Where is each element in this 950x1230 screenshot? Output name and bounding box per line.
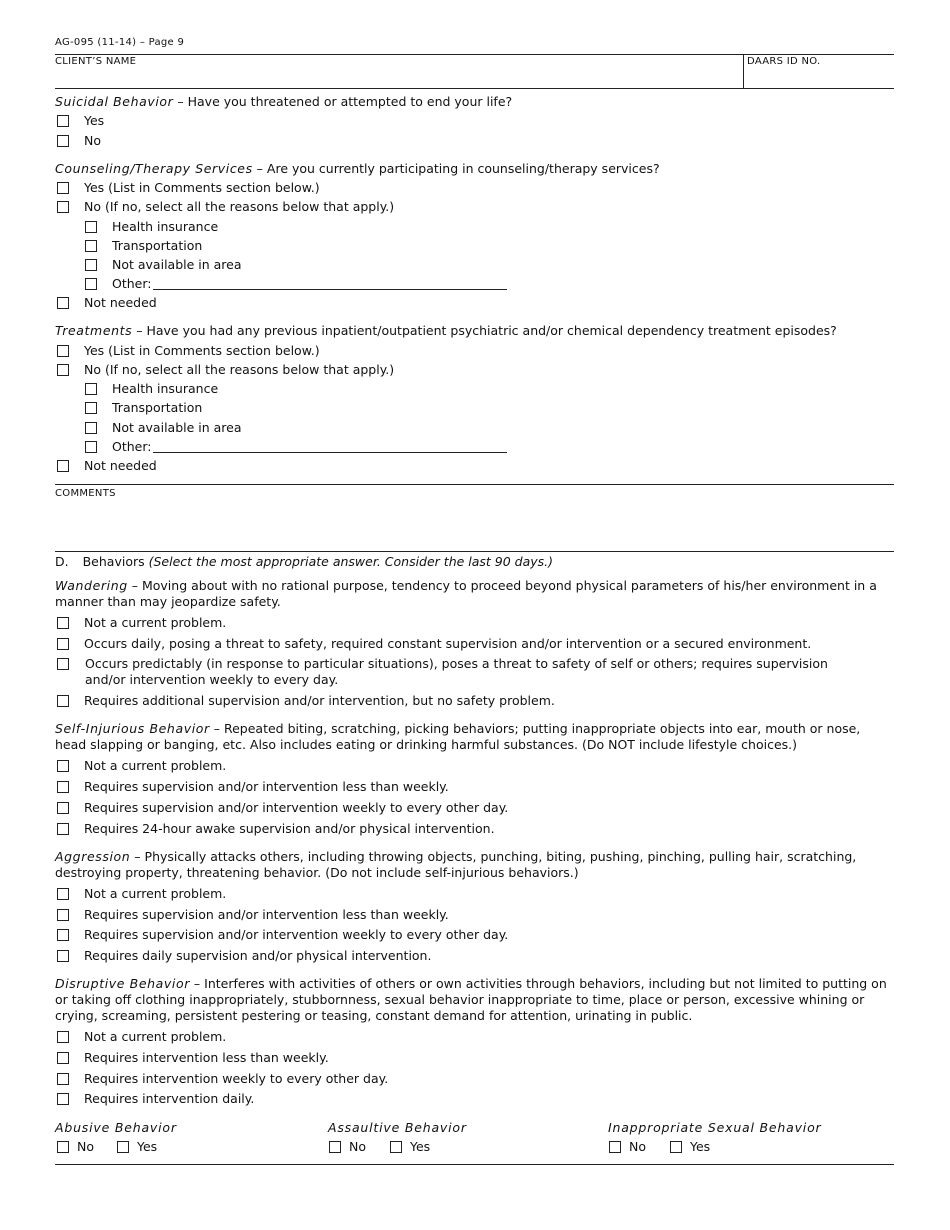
assaultive-yes[interactable]: Yes [390, 1139, 430, 1155]
checkbox[interactable] [117, 1141, 129, 1153]
daars-id-label: DAARS ID NO. [747, 56, 821, 67]
checkbox[interactable] [85, 422, 97, 434]
self-injurious-option[interactable]: Requires supervision and/or intervention less than weekly. [57, 779, 449, 795]
self-injurious-option[interactable]: Not a current problem. [57, 758, 226, 774]
wandering-option[interactable]: Not a current problem. [57, 615, 226, 631]
divider [55, 88, 894, 89]
checkbox[interactable] [85, 240, 97, 252]
abusive-behavior-label: Abusive Behavior [55, 1120, 177, 1135]
suicidal-option-yes[interactable]: Yes [57, 113, 104, 129]
counseling-no[interactable]: No (If no, select all the reasons below that apply.) [57, 199, 394, 215]
divider [743, 54, 744, 88]
checkbox[interactable] [57, 823, 69, 835]
checkbox[interactable] [57, 617, 69, 629]
suicidal-option-no[interactable]: No [57, 133, 101, 149]
treatments-reason-health-insurance[interactable]: Health insurance [85, 381, 218, 397]
checkbox[interactable] [57, 802, 69, 814]
counseling-reason-health-insurance[interactable]: Health insurance [85, 219, 218, 235]
checkbox[interactable] [57, 1093, 69, 1105]
self-injurious-option[interactable]: Requires 24-hour awake supervision and/or physical intervention. [57, 821, 495, 837]
divider [55, 1164, 894, 1165]
checkbox[interactable] [57, 115, 69, 127]
checkbox[interactable] [57, 781, 69, 793]
checkbox[interactable] [57, 364, 69, 376]
disruptive-option[interactable]: Requires intervention weekly to every other day. [57, 1071, 388, 1087]
wandering-option[interactable]: Occurs daily, posing a threat to safety, required constant supervision and/or intervention or a secured environment. [57, 636, 811, 652]
disruptive-option[interactable]: Requires intervention daily. [57, 1091, 254, 1107]
counseling-reason-other[interactable]: Other: [85, 276, 507, 292]
section-d-heading: D. Behaviors (Select the most appropriate answer. Consider the last 90 days.) [55, 554, 554, 569]
checkbox[interactable] [57, 460, 69, 472]
checkbox[interactable] [57, 345, 69, 357]
aggression-option[interactable]: Requires supervision and/or intervention weekly to every other day. [57, 927, 508, 943]
checkbox[interactable] [329, 1141, 341, 1153]
checkbox[interactable] [85, 278, 97, 290]
wandering-question: Wandering – Moving about with no rational purpose, tendency to proceed beyond physical parameters of his/her environment in a manner than may jeopardize safety. [55, 578, 877, 609]
abusive-no[interactable]: No [57, 1139, 94, 1155]
checkbox[interactable] [85, 259, 97, 271]
comments-field[interactable] [57, 502, 892, 548]
aggression-option[interactable]: Requires daily supervision and/or physical intervention. [57, 948, 431, 964]
checkbox[interactable] [390, 1141, 402, 1153]
treatments-reason-transportation[interactable]: Transportation [85, 400, 202, 416]
checkbox[interactable] [85, 441, 97, 453]
divider [55, 484, 894, 485]
counseling-other-field[interactable] [153, 277, 507, 290]
checkbox[interactable] [57, 1031, 69, 1043]
suicidal-question: Suicidal Behavior – Have you threatened or attempted to end your life? [55, 94, 513, 109]
checkbox[interactable] [57, 658, 69, 670]
disruptive-option[interactable]: Requires intervention less than weekly. [57, 1050, 329, 1066]
client-name-label: CLIENT’S NAME [55, 56, 137, 67]
wandering-option[interactable]: Occurs predictably (in response to particular situations), poses a threat to safety of self or others; requires supervision and/or intervention weekly to every day. [57, 656, 857, 688]
checkbox[interactable] [85, 221, 97, 233]
checkbox[interactable] [57, 929, 69, 941]
checkbox[interactable] [57, 201, 69, 213]
counseling-yes[interactable]: Yes (List in Comments section below.) [57, 180, 320, 196]
checkbox[interactable] [57, 297, 69, 309]
aggression-question: Aggression – Physically attacks others, including throwing objects, punching, biting, pushing, pinching, pulling hair, scratching, destroying property, threatening behavior. (Do not include self-injurious behaviors.) [55, 849, 857, 880]
sexual-no[interactable]: No [609, 1139, 646, 1155]
checkbox[interactable] [85, 383, 97, 395]
divider [55, 54, 894, 55]
checkbox[interactable] [57, 135, 69, 147]
wandering-option[interactable]: Requires additional supervision and/or intervention, but no safety problem. [57, 693, 555, 709]
form-id: AG-095 (11-14) – Page 9 [55, 37, 185, 48]
checkbox[interactable] [57, 638, 69, 650]
disruptive-option[interactable]: Not a current problem. [57, 1029, 226, 1045]
counseling-reason-not-available[interactable]: Not available in area [85, 257, 242, 273]
checkbox[interactable] [57, 695, 69, 707]
daars-id-field[interactable] [748, 66, 888, 86]
inappropriate-sexual-behavior-label: Inappropriate Sexual Behavior [608, 1120, 822, 1135]
checkbox[interactable] [57, 1052, 69, 1064]
divider [55, 551, 894, 552]
treatments-reason-not-available[interactable]: Not available in area [85, 420, 242, 436]
checkbox[interactable] [609, 1141, 621, 1153]
assaultive-behavior-label: Assaultive Behavior [328, 1120, 467, 1135]
sexual-yes[interactable]: Yes [670, 1139, 710, 1155]
checkbox[interactable] [57, 760, 69, 772]
treatments-reason-other[interactable]: Other: [85, 439, 507, 455]
treatments-yes[interactable]: Yes (List in Comments section below.) [57, 343, 320, 359]
client-name-field[interactable] [57, 66, 737, 86]
counseling-not-needed[interactable]: Not needed [57, 295, 157, 311]
checkbox[interactable] [57, 1073, 69, 1085]
aggression-option[interactable]: Not a current problem. [57, 886, 226, 902]
self-injurious-question: Self-Injurious Behavior – Repeated biting, scratching, picking behaviors; putting inappropriate objects into ear, mouth or nose, head slapping or banging, etc. Also includes eating or drinking harmful substances. (Do NOT include lifestyle choices.) [55, 721, 861, 752]
treatments-question: Treatments – Have you had any previous inpatient/outpatient psychiatric and/or chemical dependency treatment episodes? [55, 323, 837, 338]
abusive-yes[interactable]: Yes [117, 1139, 157, 1155]
checkbox[interactable] [57, 1141, 69, 1153]
counseling-reason-transportation[interactable]: Transportation [85, 238, 202, 254]
aggression-option[interactable]: Requires supervision and/or intervention less than weekly. [57, 907, 449, 923]
treatments-not-needed[interactable]: Not needed [57, 458, 157, 474]
checkbox[interactable] [57, 950, 69, 962]
checkbox[interactable] [57, 888, 69, 900]
self-injurious-option[interactable]: Requires supervision and/or intervention weekly to every other day. [57, 800, 508, 816]
checkbox[interactable] [85, 402, 97, 414]
counseling-question: Counseling/Therapy Services – Are you currently participating in counseling/therapy services? [55, 161, 660, 176]
checkbox[interactable] [57, 182, 69, 194]
checkbox[interactable] [670, 1141, 682, 1153]
treatments-other-field[interactable] [153, 440, 507, 453]
checkbox[interactable] [57, 909, 69, 921]
disruptive-question: Disruptive Behavior – Interferes with activities of others or own activities through behaviors, including but not limited to putting on or taking off clothing inappropriately, stubbornness, sexual behavior inappropriate to time, place or person, excessive whining or crying, screaming, persistent pestering or teasing, constant demand for attention, urinating in public. [55, 976, 887, 1023]
comments-label: COMMENTS [55, 488, 116, 499]
assaultive-no[interactable]: No [329, 1139, 366, 1155]
treatments-no[interactable]: No (If no, select all the reasons below that apply.) [57, 362, 394, 378]
